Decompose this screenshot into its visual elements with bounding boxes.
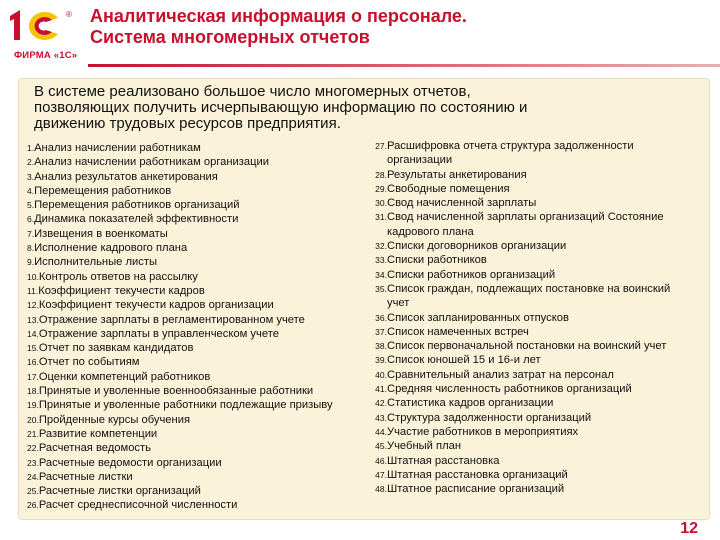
report-list-left	[27, 141, 357, 513]
report-item-number: 32.	[375, 241, 387, 252]
report-item-number: 6.	[27, 214, 35, 225]
report-item-title: Статистика кадров организации	[387, 397, 554, 410]
report-item-title: Свод начисленной зарплаты	[387, 197, 537, 210]
report-item-number: 7.	[27, 228, 35, 239]
report-list-item	[370, 210, 690, 239]
report-item-number: 31.	[375, 212, 387, 223]
report-item-number: 44.	[375, 426, 387, 437]
report-list-item	[370, 454, 690, 468]
report-item-title: Извещения в военкоматы	[34, 227, 168, 240]
report-list-item	[27, 470, 357, 484]
report-item-title: Перемещения работников организаций	[34, 199, 240, 212]
report-item-title: Расчетная ведомость	[38, 442, 151, 455]
report-item-title: Перемещения работников	[34, 184, 172, 197]
report-item-title: Сравнительный анализ затрат на персонал	[387, 368, 614, 381]
report-list-item	[370, 368, 690, 382]
report-item-title: Коэффициент текучести кадров организации	[38, 299, 274, 312]
report-item-number: 30.	[375, 198, 387, 209]
report-list-item	[27, 427, 357, 441]
report-item-number: 9.	[27, 257, 35, 268]
report-list-item	[27, 413, 357, 427]
report-list-item	[370, 468, 690, 482]
report-list-item	[27, 484, 357, 498]
report-list-item	[370, 196, 690, 210]
report-list-item	[27, 370, 357, 384]
report-item-number: 23.	[27, 457, 39, 468]
report-item-title: Штатная расстановка организаций	[387, 468, 568, 481]
report-list-item	[27, 355, 357, 369]
report-item-number: 18.	[27, 386, 39, 397]
report-list-item	[370, 182, 690, 196]
report-item-title: Расчет среднесписочной численности	[38, 499, 238, 512]
report-item-number: 26.	[27, 500, 39, 511]
report-item-title: Принятые и уволенные военнообязанные работники	[38, 385, 314, 398]
report-list-item	[27, 327, 357, 341]
report-item-title: Результаты анкетирования	[387, 168, 527, 181]
report-item-number: 24.	[27, 471, 39, 482]
report-item-title: Штатное расписание организаций	[387, 483, 565, 496]
report-item-number: 29.	[375, 183, 387, 194]
report-list-item	[27, 255, 357, 269]
report-list-item	[27, 212, 357, 226]
report-item-title: Участие работников в мероприятиях	[387, 425, 579, 438]
report-item-number: 42.	[375, 398, 387, 409]
company-logo	[6, 6, 76, 64]
report-item-title: Список юношей 15 и 16-и лет	[387, 354, 541, 367]
report-item-title: Списки договорников организации	[387, 240, 567, 253]
report-list-item	[27, 284, 357, 298]
intro-text: В системе реализовано большое число многомерных отчетов, позволяющих получить исчерпывающую информацию по состоянию и движению трудовых ресурсов предприятия.	[34, 83, 528, 132]
report-item-title: Оценки компетенций работников	[38, 370, 211, 383]
report-item-number: 15.	[27, 343, 39, 354]
report-list-item	[370, 339, 690, 353]
report-item-title: Отчет по событиям	[38, 356, 140, 369]
logo-caption: ФИРМА «1С»	[14, 50, 78, 61]
report-list-item	[370, 325, 690, 339]
report-item-number: 46.	[375, 455, 387, 466]
report-item-title: Развитие компетенции	[38, 427, 158, 440]
report-item-number: 33.	[375, 255, 387, 266]
report-item-title: Коэффициент текучести кадров	[38, 284, 205, 297]
report-item-number: 41.	[375, 384, 387, 395]
report-item-number: 16.	[27, 357, 39, 368]
page-title	[90, 6, 467, 48]
report-item-title: Список намеченных встреч	[387, 325, 529, 338]
report-list-item	[370, 411, 690, 425]
report-item-title: Расчетные листки организаций	[38, 485, 201, 498]
report-item-number: 3.	[27, 171, 35, 182]
report-list-item	[27, 141, 357, 155]
report-item-title: Расшифровка отчета структура задолженности организации	[387, 140, 634, 167]
report-item-title: Принятые и уволенные работники подлежащие призыву	[38, 399, 333, 412]
report-list-item	[370, 168, 690, 182]
report-item-number: 25.	[27, 486, 39, 497]
report-list-item	[27, 170, 357, 184]
report-list-item	[27, 241, 357, 255]
report-item-title: Списки работников организаций	[387, 268, 556, 281]
report-item-title: Динамика показателей эффективности	[34, 213, 239, 226]
report-item-number: 13.	[27, 314, 39, 325]
report-item-number: 12.	[27, 300, 39, 311]
report-list-item	[27, 155, 357, 169]
report-item-title: Учебный план	[387, 440, 462, 453]
report-list-item	[370, 311, 690, 325]
report-list-item	[27, 398, 357, 412]
report-list-item	[27, 298, 357, 312]
report-item-number: 43.	[375, 412, 387, 423]
report-list-item	[27, 227, 357, 241]
report-list-item	[370, 439, 690, 453]
report-item-number: 37.	[375, 326, 387, 337]
report-item-title: Исполнение кадрового плана	[34, 242, 188, 255]
report-item-title: Свободные помещения	[387, 182, 510, 195]
report-list-item	[370, 396, 690, 410]
report-list-item	[370, 425, 690, 439]
report-list-item	[27, 456, 357, 470]
report-list-right	[370, 139, 690, 496]
report-item-title: Контроль ответов на рассылку	[38, 270, 198, 283]
report-item-number: 39.	[375, 355, 387, 366]
report-list-item	[27, 498, 357, 512]
report-list-item	[370, 382, 690, 396]
report-list-item	[27, 384, 357, 398]
report-item-number: 8.	[27, 243, 35, 254]
report-item-title: Отражение зарплаты в управленческом учете	[38, 327, 279, 340]
report-list-item	[27, 270, 357, 284]
report-item-title: Свод начисленной зарплаты организаций Состояние кадрового плана	[387, 211, 664, 238]
report-item-title: Список первоначальной постановки на воинский учет	[387, 340, 667, 353]
report-item-title: Отражение зарплаты в регламентированном учете	[38, 313, 305, 326]
report-item-number: 22.	[27, 443, 39, 454]
report-list-item	[27, 441, 357, 455]
report-item-title: Анализ начислении работникам	[34, 142, 201, 154]
report-item-number: 36.	[375, 312, 387, 323]
report-list-item	[27, 313, 357, 327]
report-item-number: 17.	[27, 371, 39, 382]
report-list-item	[27, 184, 357, 198]
report-item-title: Исполнительные листы	[34, 256, 158, 269]
report-list-item	[370, 482, 690, 496]
logo-1c-icon	[6, 6, 68, 46]
report-item-title: Список запланированных отпусков	[387, 311, 569, 324]
report-item-number: 20.	[27, 414, 39, 425]
report-item-title: Средняя численность работников организаций	[387, 383, 632, 396]
page-title-line-1: Аналитическая информация о персонале.	[90, 6, 467, 26]
report-list-item	[370, 139, 690, 168]
report-item-number: 11.	[27, 285, 39, 296]
report-item-title: Расчетные листки	[38, 470, 133, 483]
registered-mark: ®	[66, 10, 72, 19]
report-item-title: Штатная расстановка	[387, 454, 500, 467]
report-item-title: Отчет по заявкам кандидатов	[38, 342, 194, 355]
report-list-item	[27, 198, 357, 212]
report-item-title: Списки работников	[387, 254, 487, 267]
report-item-number: 28.	[375, 169, 387, 180]
report-item-number: 1.	[27, 143, 35, 153]
report-item-title: Структура задолженности организаций	[387, 411, 592, 424]
report-item-number: 40.	[375, 369, 387, 380]
report-item-number: 48.	[375, 484, 387, 495]
report-item-number: 4.	[27, 185, 35, 196]
report-item-number: 21.	[27, 428, 39, 439]
report-list-item	[370, 353, 690, 367]
report-item-title: Расчетные ведомости организации	[38, 456, 222, 469]
report-item-number: 14.	[27, 328, 39, 339]
report-item-number: 2.	[27, 157, 35, 168]
report-item-number: 47.	[375, 469, 387, 480]
page-number: 12	[680, 520, 698, 537]
report-list-item	[370, 268, 690, 282]
report-item-number: 38.	[375, 341, 387, 352]
report-list-item	[370, 282, 690, 311]
report-item-number: 27.	[375, 141, 387, 151]
report-item-title: Список граждан, подлежащих постановке на воинский учет	[387, 282, 671, 310]
report-item-number: 45.	[375, 441, 387, 452]
report-item-number: 10.	[27, 271, 39, 282]
report-item-title: Пройденные курсы обучения	[38, 413, 191, 426]
report-item-number: 19.	[27, 400, 39, 411]
report-item-number: 35.	[375, 283, 387, 294]
title-underline	[88, 64, 720, 67]
report-list-item	[370, 239, 690, 253]
report-item-number: 34.	[375, 269, 387, 280]
report-list-item	[370, 253, 690, 267]
report-item-title: Анализ результатов анкетирования	[34, 170, 218, 183]
report-item-title: Анализ начислении работникам организации	[34, 156, 270, 169]
report-list-item	[27, 341, 357, 355]
report-item-number: 5.	[27, 200, 35, 211]
page-title-line-2: Система многомерных отчетов	[90, 27, 370, 47]
